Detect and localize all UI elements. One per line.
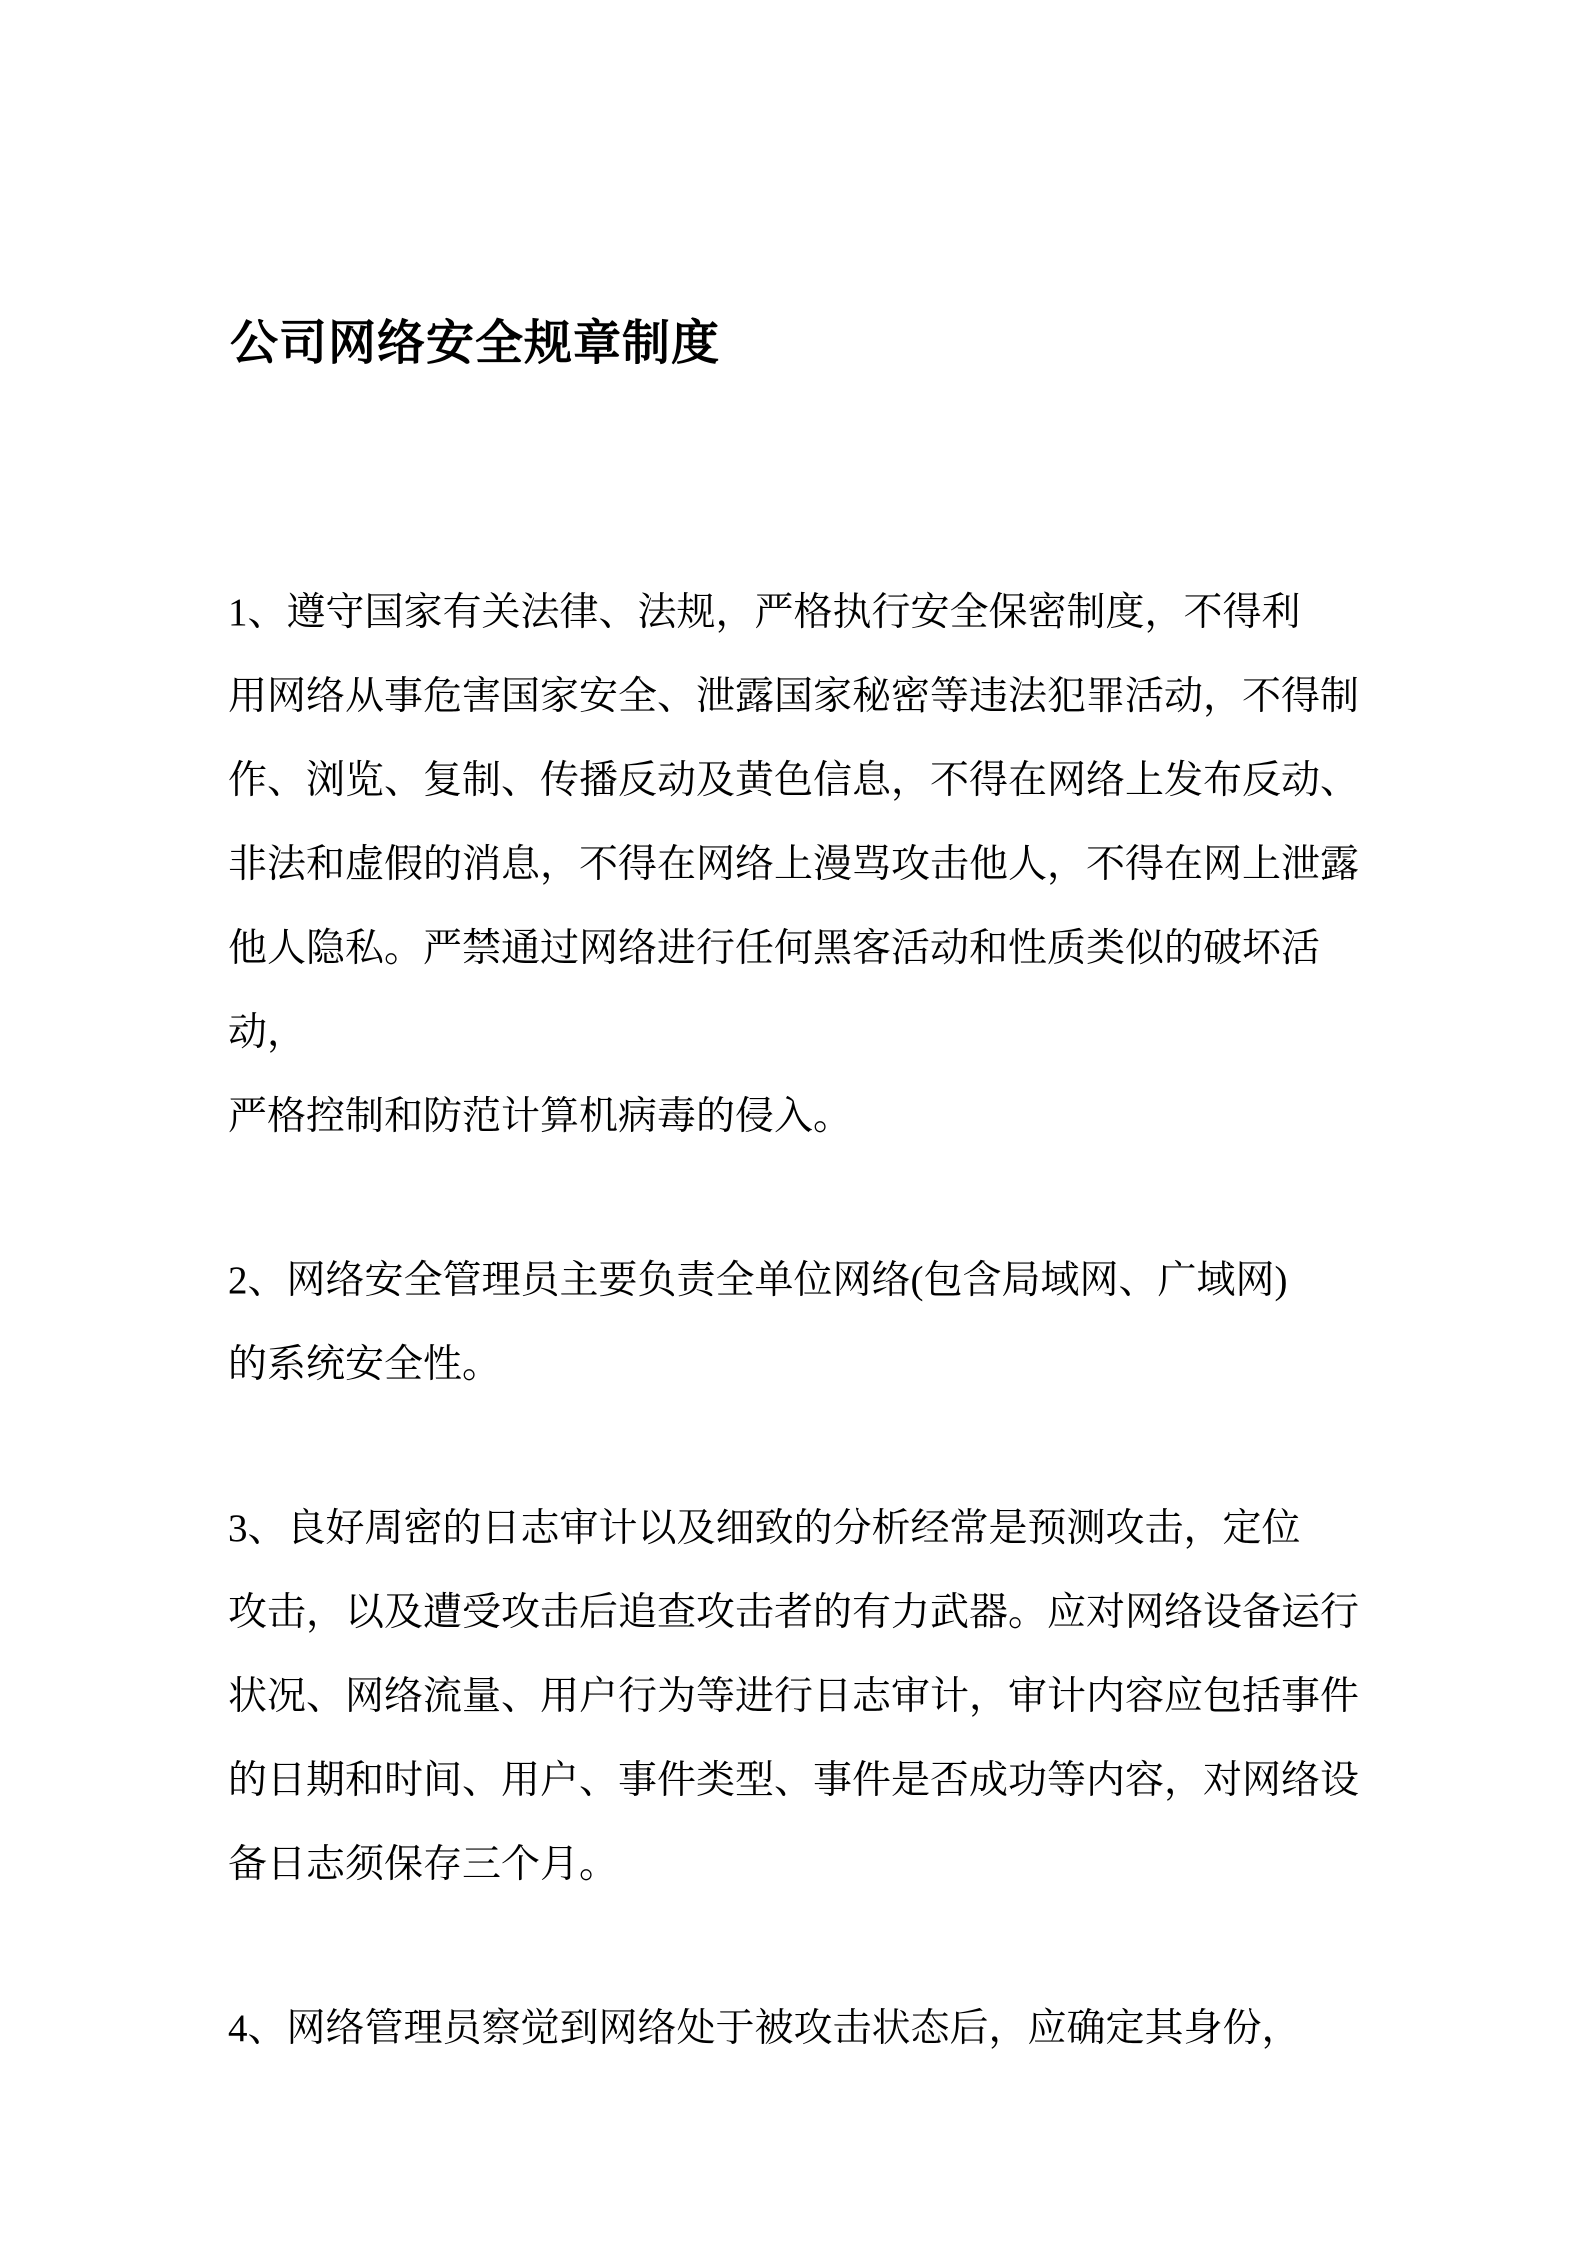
text-line: 用网络从事危害国家安全、泄露国家秘密等违法犯罪活动，不得制: [228, 675, 1360, 718]
paragraph: [228, 571, 1418, 1159]
text-line: 1、遵守国家有关法律、法规，严格执行安全保密制度，不得利: [228, 591, 1301, 634]
text-line: 3、良好周密的日志审计以及细致的分析经常是预测攻击，定位: [228, 1507, 1301, 1550]
text-line: 动，: [228, 1011, 307, 1054]
text-line: 备日志须保存三个月。: [228, 1843, 619, 1886]
document-title: 公司网络安全规章制度: [230, 317, 721, 371]
text-line: 非法和虚假的消息，不得在网络上漫骂攻击他人，不得在网上泄露: [228, 843, 1360, 886]
text-line: 状况、网络流量、用户行为等进行日志审计，审计内容应包括事件: [228, 1675, 1360, 1718]
paragraph: [228, 1987, 1418, 2071]
paragraph: [228, 1487, 1418, 1907]
text-line: 的系统安全性。: [228, 1343, 502, 1386]
paragraph: [228, 1239, 1418, 1407]
text-line: 严格控制和防范计算机病毒的侵入。: [228, 1095, 853, 1138]
text-line: 攻击，以及遭受攻击后追查攻击者的有力武器。应对网络设备运行: [228, 1591, 1360, 1634]
text-line: 作、浏览、复制、传播反动及黄色信息，不得在网络上发布反动、: [228, 759, 1360, 802]
text-line: 2、网络安全管理员主要负责全单位网络(包含局域网、广域网): [228, 1259, 1288, 1302]
text-line: 的日期和时间、用户、事件类型、事件是否成功等内容，对网络设: [228, 1759, 1360, 1802]
document-body: [228, 571, 1418, 2151]
text-line: 4、网络管理员察觉到网络处于被攻击状态后，应确定其身份，: [228, 2007, 1301, 2050]
text-line: 他人隐私。严禁通过网络进行任何黑客活动和性质类似的破坏活: [228, 927, 1321, 970]
